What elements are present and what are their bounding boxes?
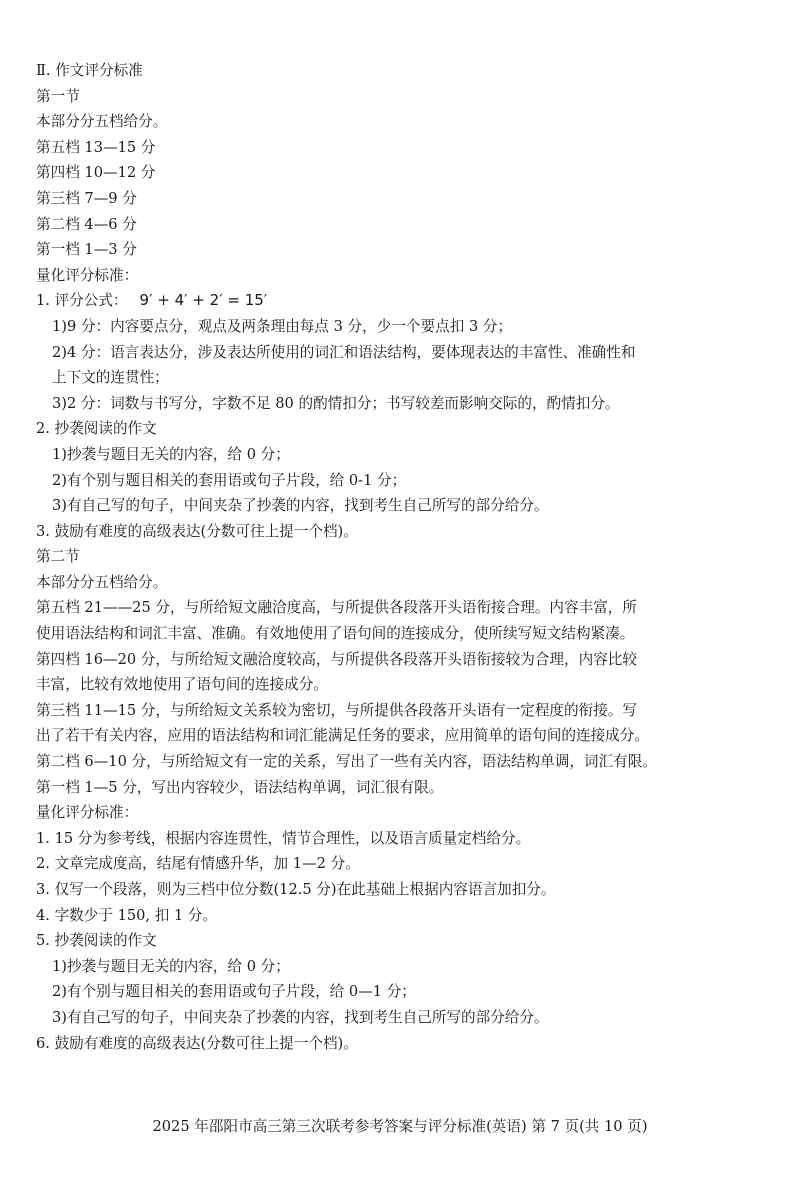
quant-heading: 量化评分标准： — [36, 804, 139, 822]
formula-item: 3)2 分：词数与书写分，字数不足 80 的酌情扣分；书写较差而影响交际的，酌情扣分。 — [52, 394, 620, 412]
plagiarism-item: 1)抄袭与题目无关的内容，给 0 分； — [52, 957, 290, 975]
formula-item: 2)4 分：语言表达分，涉及表达所使用的词汇和语法结构，要体现表达的丰富性、准确性和 — [52, 343, 636, 361]
section1-heading: 第一节 — [36, 87, 80, 105]
grade-line: 第五档 13—15 分 — [36, 138, 156, 156]
grade-description: 使用语法结构和词汇丰富、准确。有效地使用了语句间的连接成分，使所续写短文结构紧凑。 — [36, 625, 635, 643]
grade-description: 丰富，比较有效地使用了语句间的连接成分。 — [36, 676, 328, 694]
section1-intro: 本部分分五档给分。 — [36, 113, 168, 131]
grade-line: 第三档 7—9 分 — [36, 189, 137, 207]
grade-description: 第一档 1—5 分，写出内容较少，语法结构单调，词汇很有限。 — [36, 778, 444, 796]
grade-line: 第四档 10—12 分 — [36, 164, 156, 182]
quant-heading: 量化评分标准： — [36, 266, 139, 284]
section2-heading: 第二节 — [36, 548, 80, 566]
grade-description: 出了若干有关内容，应用的语法结构和词汇能满足任务的要求，应用简单的语句间的连接成分。 — [36, 727, 649, 745]
formula-item-continued: 上下文的连贯性； — [52, 369, 169, 387]
page-title: Ⅱ. 作文评分标准 — [36, 62, 143, 79]
encourage-line: 3. 鼓励有难度的高级表达(分数可往上提一个档)。 — [36, 522, 358, 540]
formula: 9′ + 4′ + 2′ = 15′ — [139, 291, 268, 310]
formula-label: 1. 评分公式： — [36, 292, 128, 310]
grade-description: 第二档 6—10 分，与所给短文有一定的关系，写出了一些有关内容，语法结构单调，词汇有限。 — [36, 753, 657, 771]
document-body — [36, 58, 776, 1056]
rule-line: 4. 字数少于 150, 扣 1 分。 — [36, 906, 218, 924]
plagiarism-item: 3)有自己写的句子，中间夹杂了抄袭的内容，找到考生自己所写的部分给分。 — [52, 497, 549, 515]
plagiarism-item: 2)有个别与题目相关的套用语或句子片段，给 0-1 分； — [52, 471, 407, 489]
rule-line: 3. 仅写一个段落，则为三档中位分数(12.5 分)在此基础上根据内容语言加扣分。 — [36, 881, 556, 898]
formula-item: 1)9 分：内容要点分，观点及两条理由每点 3 分，少一个要点扣 3 分； — [52, 317, 513, 335]
rule-line: 1. 15 分为参考线，根据内容连贯性，情节合理性，以及语言质量定档给分。 — [36, 829, 531, 847]
grade-line: 第二档 4—6 分 — [36, 215, 137, 233]
encourage-line: 6. 鼓励有难度的高级表达(分数可往上提一个档)。 — [36, 1034, 358, 1052]
plagiarism-item: 1)抄袭与题目无关的内容，给 0 分； — [52, 445, 290, 463]
grade-description: 第三档 11—15 分，与所给短文关系较为密切，与所提供各段落开头语有一定程度的衔接。写 — [36, 701, 637, 719]
plagiarism-item: 3)有自己写的句子，中间夹杂了抄袭的内容，找到考生自己所写的部分给分。 — [52, 1008, 549, 1026]
grade-line: 第一档 1—3 分 — [36, 241, 137, 259]
grade-description: 第五档 21——25 分，与所给短文融洽度高，与所提供各段落开头语衔接合理。内容丰富，所 — [36, 599, 637, 617]
page-footer: 2025 年邵阳市高三第三次联考参考答案与评分标准(英语) 第 7 页(共 10 页) — [152, 1118, 648, 1135]
section2-intro: 本部分分五档给分。 — [36, 573, 168, 591]
formula-line — [36, 288, 776, 314]
grade-description: 第四档 16—20 分，与所给短文融洽度较高，与所提供各段落开头语衔接较为合理，内容比较 — [36, 650, 637, 668]
rule-line: 5. 抄袭阅读的作文 — [36, 932, 157, 950]
plagiarism-item: 2)有个别与题目相关的套用语或句子片段，给 0—1 分； — [52, 983, 416, 1001]
rule-line: 2. 文章完成度高，结尾有情感升华，加 1—2 分。 — [36, 855, 360, 873]
plagiarism-heading: 2. 抄袭阅读的作文 — [36, 420, 157, 438]
